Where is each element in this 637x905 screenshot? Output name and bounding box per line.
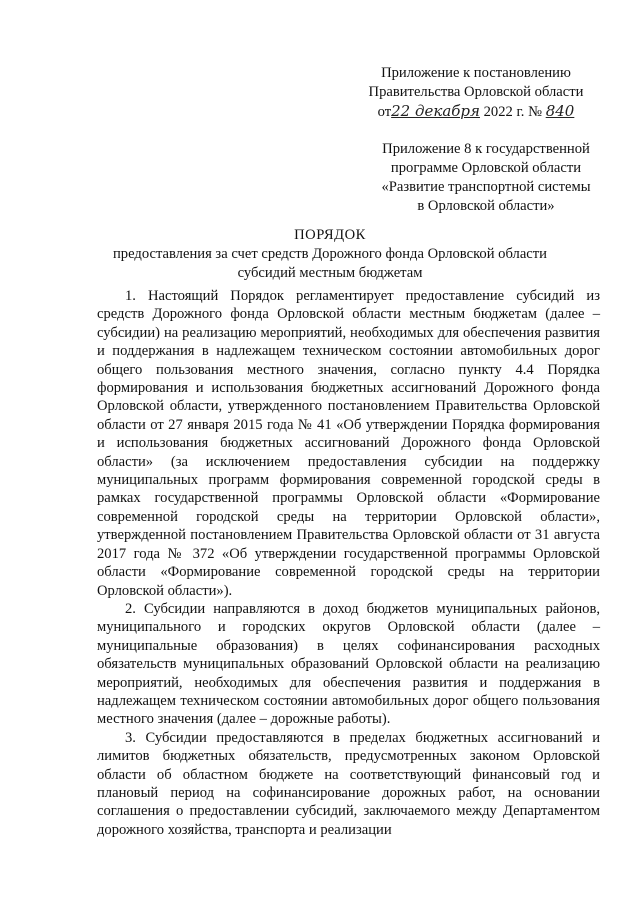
date-prefix: от <box>377 104 392 120</box>
paragraph-1: 1. Настоящий Порядок регламентирует предоставление субсидий из средств Дорожного фонда Орловской области местным бюджетам (далее – субсидии) на реализацию мероприятий, необходимых для обеспечения развития и поддержания в надлежащем техническом состоянии автомобильных дорог общего пользования местного значения, согласно пункту 4.4 Порядка формирования и использования бюджетных ассигнований Дорожного фонда Орловской области, утвержденного постановлением Правительства Орловской области от 27 января 2015 года № 41 «Об утверждении Порядка формирования и использования бюджетных ассигнований Дорожного фонда Орловской области» (за исключением предоставления субсидии на поддержку муниципальных программ формирования современной городской среды в рамках государственной программы Орловской области «Формирование современной городской среды на территории Орловской области», утвержденной постановлением Правительства Орловской области от 31 августа 2017 года № 372 «Об утверждении государственной программы Орловской области «Формирование современной городской среды на территории Орловской области»). <box>97 288 600 599</box>
appendix-reference <box>362 140 610 216</box>
title-subtitle-line-2: субсидий местным бюджетам <box>237 265 423 281</box>
appendix-line-3: «Развитие транспортной системы <box>381 179 591 195</box>
appendix-line-2: программе Орловской области <box>390 160 582 176</box>
title-heading: ПОРЯДОК <box>294 227 366 243</box>
appendix-line-1: Приложение 8 к государственной <box>382 141 590 157</box>
resolution-number-line <box>356 102 596 122</box>
document-body <box>97 287 600 839</box>
header-line-2: Правительства Орловской области <box>368 84 584 100</box>
handwritten-date: 22 декабря <box>391 102 480 120</box>
document-title <box>60 226 600 283</box>
handwritten-number: 840 <box>545 102 575 120</box>
paragraph-2: 2. Субсидии направляются в доход бюджетов муниципальных районов, муниципального и городских округов Орловской области (далее – муниципальные образования) в целях софинансирования расходных обязательств муниципальных образований Орловской области на реализацию мероприятий, необходимых для обеспечения развития и поддержания в надлежащем техническом состоянии автомобильных дорог общего пользования местного значения (далее – дорожные работы). <box>97 600 600 728</box>
header-line-1: Приложение к постановлению <box>381 65 571 81</box>
year-and-number-label: 2022 г. № <box>483 104 543 120</box>
appendix-line-4: в Орловской области» <box>417 198 555 214</box>
title-subtitle-line-1: предоставления за счет средств Дорожного фонда Орловской области <box>113 246 547 262</box>
paragraph-3: 3. Субсидии предоставляются в пределах бюджетных ассигнований и лимитов бюджетных обязательств, предусмотренных законом Орловской области об областном бюджете на соответствующий финансовый год и плановый период на софинансирование дорожных работ, на основании соглашения о предоставлении субсидий, заключаемого между Департаментом дорожного хозяйства, транспорта и реализации <box>97 729 600 838</box>
resolution-header <box>356 64 596 122</box>
